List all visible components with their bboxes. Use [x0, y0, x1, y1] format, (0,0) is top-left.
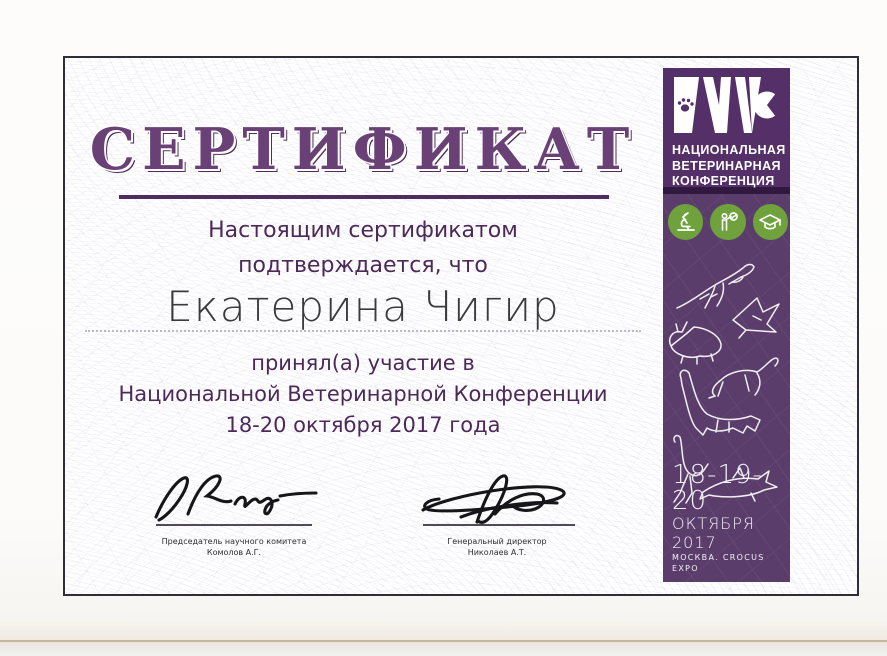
graduation-cap-icon	[753, 204, 788, 240]
signatory-name: Комолов А.Г.	[206, 548, 262, 557]
org-name-line-2: ВЕТЕРИНАРНАЯ	[672, 158, 781, 173]
recipient-name: Екатерина Чигир	[166, 282, 560, 331]
topic-icons-row	[668, 204, 788, 240]
org-name-line-1: НАЦИОНАЛЬНАЯ	[672, 143, 786, 157]
signatory-role: Генеральный директор	[447, 537, 547, 546]
signature-line	[156, 524, 312, 526]
signatory-role: Председатель научного комитета	[161, 537, 307, 546]
signature-block-director	[415, 470, 635, 570]
intro-line-2: подтверждается, что	[238, 253, 488, 278]
director-signature-ink	[415, 470, 580, 530]
conference-sidebar	[663, 68, 790, 582]
intro-line-1: Настоящим сертификатом	[208, 218, 518, 243]
event-venue: МОСКВА. CROCUS EXPO	[672, 553, 765, 573]
signature-line	[423, 524, 575, 526]
photo-backdrop	[0, 642, 887, 656]
title-underline	[119, 195, 609, 199]
nvc-logo	[672, 76, 778, 134]
certificate-title: СЕРТИФИКАТ	[89, 116, 637, 183]
body-line-3: 18-20 октября 2017 года	[225, 413, 501, 437]
body-line-2: Национальной Ветеринарной Конференции	[118, 382, 608, 406]
event-days: 18-19-20	[672, 460, 763, 516]
signature-block-chairman	[148, 470, 368, 570]
name-dotted-line	[85, 330, 641, 332]
microscope-icon	[668, 204, 703, 240]
chairman-signature-ink	[148, 470, 328, 526]
body-line-1: принял(а) участие в	[251, 351, 475, 375]
person-globe-icon	[710, 204, 745, 240]
event-date-block	[672, 462, 790, 574]
nvc-logo-box	[663, 68, 790, 194]
event-month-year: ОКТЯБРЯ 2017	[672, 514, 756, 552]
org-name-line-3: КОНФЕРЕНЦИЯ	[672, 174, 775, 188]
signatory-name: Николаев А.Т.	[467, 548, 527, 557]
